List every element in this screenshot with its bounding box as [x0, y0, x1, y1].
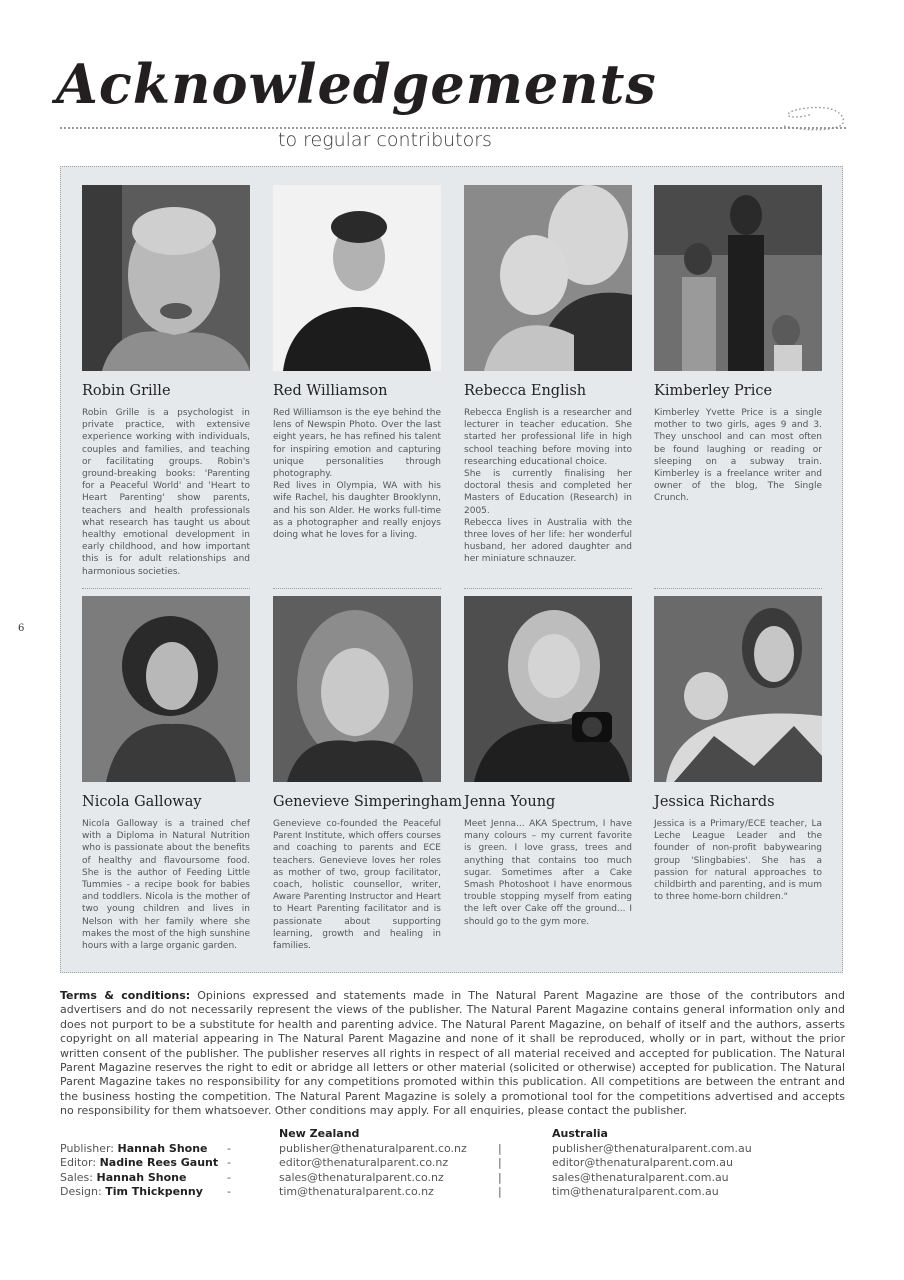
contributor-photo	[82, 596, 250, 782]
nz-heading: New Zealand	[279, 1127, 360, 1140]
au-heading: Australia	[552, 1127, 608, 1140]
au-email-link[interactable]: publisher@thenaturalparent.com.au	[552, 1141, 752, 1155]
au-email-link[interactable]: sales@thenaturalparent.com.au	[552, 1170, 729, 1184]
contributor-bio: Meet Jenna... AKA Spectrum, I have many colours – my current favorite is green. I love grass, trees and anything that contains too much sugar. Sometimes after a Cake Smash Photoshoot I have enormous trouble stopping myself from eating the left over Cake off the ground... I should go to the gym more.	[464, 819, 632, 927]
contributor-card	[464, 185, 632, 566]
contributor-name: Jenna Young	[464, 794, 556, 810]
contributor-name: Genevieve Simperingham	[273, 794, 462, 810]
contributor-card	[273, 185, 441, 541]
contributor-bio: Robin Grille is a psychologist in private practice, with extensive experience working with individuals, couples and families, and teaching or facilitating groups. Robin's ground-breaking books: 'Parenting for a Peaceful World' and 'Heart to Heart Parenting' show parents, teachers and health professionals what research has taught us about healthy emotional development in early childhood, and how important this is for adult relationships and harmonious societies.	[82, 408, 250, 577]
separator: |	[498, 1185, 502, 1198]
contributor-photo	[464, 596, 632, 782]
dash: -	[227, 1156, 231, 1169]
dash: -	[227, 1185, 231, 1198]
dash: -	[227, 1170, 231, 1184]
terms-and-conditions	[60, 989, 845, 1119]
decorative-swirl-icon	[782, 100, 846, 136]
separator: |	[498, 1156, 502, 1169]
nz-email-link[interactable]: sales@thenaturalparent.co.nz	[279, 1170, 444, 1184]
contributor-bio: Nicola Galloway is a trained chef with a Diploma in Natural Nutrition who is passionate about the benefits of healthy and flavoursome food. She is the author of Feeding Little Tummies - a recipe book for babies and toddlers. Nicola is the mother of two young children and lives in Nelson with her family where she makes the most of the high sunshine hours with a large organic garden.	[82, 819, 250, 952]
contributor-photo	[82, 185, 250, 371]
contributor-name: Jessica Richards	[654, 794, 775, 810]
contact-role: Sales: Hannah Shone	[60, 1170, 187, 1184]
contact-role: Design: Tim Thickpenny	[60, 1185, 203, 1198]
terms-text: Opinions expressed and statements made in The Natural Parent Magazine are those of the contributors and advertisers and do not necessarily represent the views of the publisher. The Natural Parent Magazine contains general information only and does not purport to be a substitute for health and parenting advice. The Natural Parent Magazine, on behalf of itself and the authors, asserts copyright on all material appearing in The Natural Parent Magazine and none of it shall be reproduced, wholly or in part, without the prior written consent of the publisher. The publisher reserves all rights in respect of all material received and accepted for publication. The Natural Parent Magazine reserves the right to edit or abridge all letters or other material (solicited or otherwise) accepted for publication. The Natural Parent Magazine takes no responsibility for any competitions promoted within this publication. All competitions are between the entrant and the business hosting the competition. The Natural Parent Magazine is solely a promotional tool for the competitions advertised and accepts no responsibility for them whatsoever. Other conditions may apply. For all enquiries, please contact the publisher.	[60, 989, 845, 1118]
contributor-name: Robin Grille	[82, 383, 171, 399]
contact-role: Editor: Nadine Rees Gaunt	[60, 1156, 219, 1169]
contributor-photo	[273, 185, 441, 371]
contributor-photo	[273, 596, 441, 782]
contributor-name: Rebecca English	[464, 383, 587, 399]
contributor-bio: Genevieve co-founded the Peaceful Parent Institute, which offers courses and coaching to parents and ECE teachers. Genevieve loves her roles as mother of two, group facilitator, coach, holistic counsellor, writer, Aware Parenting Instructor and Heart to Heart Parenting facilitator and is passionate about supporting learning, growth and healing in families.	[273, 819, 441, 952]
contributor-name: Red Williamson	[273, 383, 388, 399]
contributor-name: Kimberley Price	[654, 383, 773, 399]
page-number: 6	[18, 623, 25, 634]
contributor-card	[82, 596, 250, 952]
contributor-card	[82, 185, 250, 578]
separator: |	[498, 1141, 502, 1155]
au-email-link[interactable]: tim@thenaturalparent.com.au	[552, 1185, 719, 1198]
contact-role: Publisher: Hannah Shone	[60, 1141, 208, 1155]
contributor-card	[273, 596, 462, 952]
contributor-photo	[654, 185, 822, 371]
page-subtitle: to regular contributors	[278, 129, 492, 151]
page-title: Acknowledgements	[56, 52, 657, 116]
contributor-bio: Kimberley Yvette Price is a single mother to two girls, ages 9 and 3. They unschool and can most often be found laughing or reading or sleeping on a subway train. Kimberley is a freelance writer and owner of the blog, The Single Crunch.	[654, 408, 822, 504]
contributor-bio: Red Williamson is the eye behind the lens of Newspin Photo. Over the last eight years, he has refined his talent for inspiring emotion and capturing unique personalities through photography. Red lives in Olympia, WA with his wife Rachel, his daughter Brooklynn, and his son Alder. He works full-time as a photographer and really enjoys doing what he loves for a living.	[273, 408, 441, 541]
nz-email-link[interactable]: editor@thenaturalparent.co.nz	[279, 1156, 449, 1169]
contributor-photo	[654, 596, 822, 782]
nz-email-link[interactable]: publisher@thenaturalparent.co.nz	[279, 1141, 467, 1155]
separator: |	[498, 1170, 502, 1184]
contributor-name: Nicola Galloway	[82, 794, 202, 810]
au-email-link[interactable]: editor@thenaturalparent.com.au	[552, 1156, 733, 1169]
terms-label: Terms & conditions:	[60, 989, 191, 1002]
contributor-card	[654, 185, 822, 505]
contributor-card	[654, 596, 822, 903]
contributor-bio: Rebecca English is a researcher and lecturer in teacher education. She started her professional life in high school teaching before moving into researching educational choice. She is currently finalising her doctoral thesis and completed her Masters of Education (Research) in 2005. Rebecca lives in Australia with the three loves of her life: her wonderful husband, her adored daughter and her miniature schnauzer.	[464, 408, 632, 565]
contributor-photo	[464, 185, 632, 371]
nz-email-link[interactable]: tim@thenaturalparent.co.nz	[279, 1185, 434, 1198]
contributor-card	[464, 596, 632, 928]
dash: -	[227, 1141, 231, 1155]
contributor-bio: Jessica is a Primary/ECE teacher, La Leche League Leader and the founder of non-profit babywearing group 'Slingbabies'. She has a passion for natural approaches to childbirth and parenting, and is mum to three home-born children."	[654, 819, 822, 903]
